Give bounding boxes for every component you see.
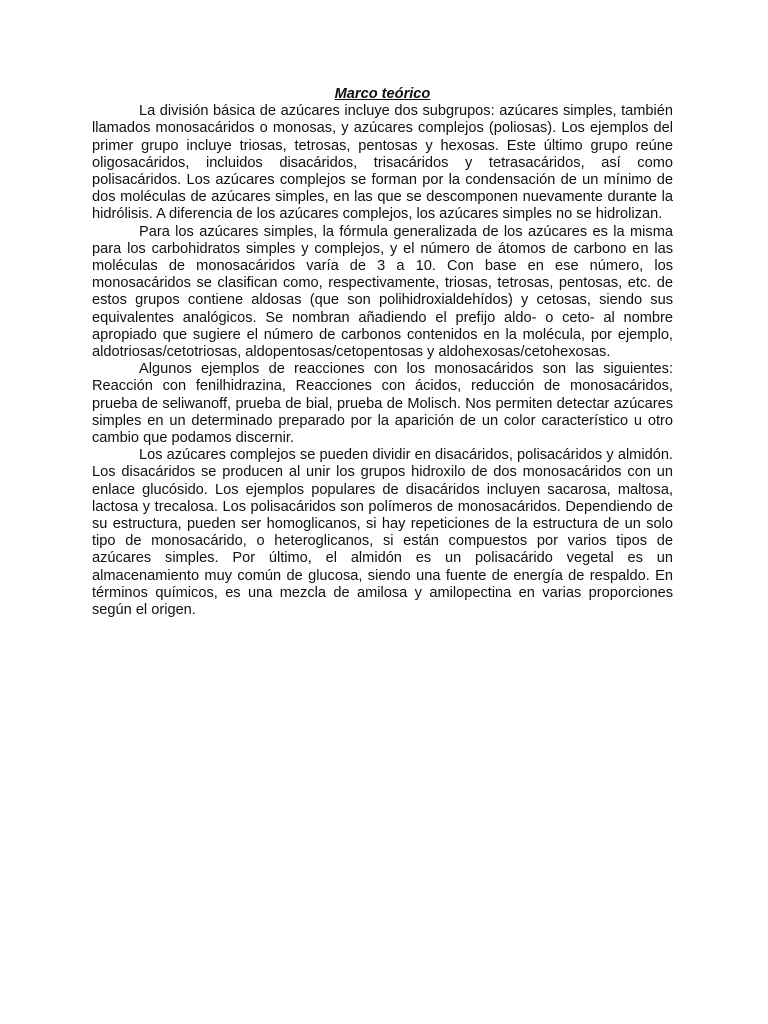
document-title: Marco teórico xyxy=(334,86,431,102)
paragraph-azucares-division: La división básica de azúcares incluye dos subgrupos: azúcares simples, también llamados monosacáridos o monosas, y azúcares complejos (poliosas). Los ejemplos del primer grupo incluye triosas, tetrosas, pentosas y hexosas. Este último grupo reúne oligosacáridos, incluidos disacáridos, trisacáridos y tetrasacáridos, así como polisacáridos. Los azúcares complejos se forman por la condensación de un mínimo de dos moléculas de azúcares simples, en las que se descomponen nuevamente durante la hidrólisis. A diferencia de los azúcares complejos, los azúcares simples no se hidrolizan. xyxy=(92,103,673,223)
paragraph-reacciones-monosacaridos: Algunos ejemplos de reacciones con los monosacáridos son las siguientes: Reacción con fenilhidrazina, Reacciones con ácidos, reducción de monosacáridos, prueba de seliwanoff, prueba de bial, prueba de Molisch. Nos permiten detectar azúcares simples en un determinado preparado por la aparición de un color característico u otro cambio que podamos discernir. xyxy=(92,361,673,447)
paragraph-azucares-simples: Para los azúcares simples, la fórmula generalizada de los azúcares es la misma para los carbohidratos simples y complejos, y el número de átomos de carbono en las moléculas de monosacáridos varía de 3 a 10. Con base en ese número, los monosacáridos se clasifican como, respectivamente, triosas, tetrosas, pentosas, etc. de estos grupos contiene aldosas (que son polihidroxialdehídos) y cetosas, siendo sus equivalentes analógicos. Se nombran añadiendo el prefijo aldo- o ceto- al nombre apropiado que sugiere el número de carbonos contenidos en la molécula, por ejemplo, aldotriosas/cetotriosas, aldopentosas/cetopentosas y aldohexosas/cetohexosas. xyxy=(92,223,673,361)
document-page xyxy=(92,86,673,619)
paragraph-azucares-complejos: Los azúcares complejos se pueden dividir en disacáridos, polisacáridos y almidón. Los disacáridos se producen al unir los grupos hidroxilo de dos monosacáridos con un enlace glucósido. Los ejemplos populares de disacáridos incluyen sacarosa, maltosa, lactosa y trecalosa. Los polisacáridos son polímeros de monosacáridos. Dependiendo de su estructura, pueden ser homoglicanos, si hay repeticiones de la estructura de un solo tipo de monosacárido, o heteroglicanos, si están compuestos por varios tipos de azúcares simples. Por último, el almidón es un polisacárido vegetal es un almacenamiento muy común de glucosa, siendo una fuente de energía de respaldo. En términos químicos, es una mezcla de amilosa y amilopectina en varias proporciones según el origen. xyxy=(92,447,673,619)
